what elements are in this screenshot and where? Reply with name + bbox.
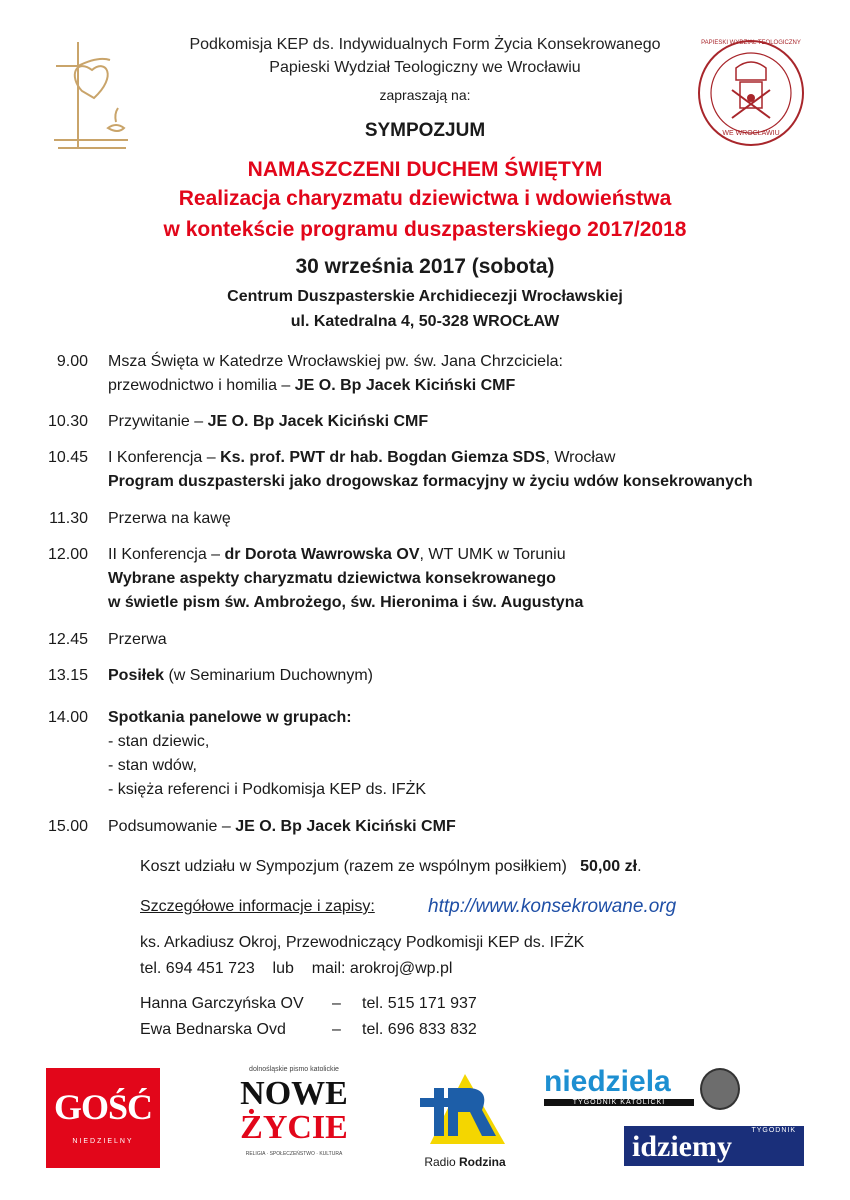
cost-dot: . — [637, 858, 642, 875]
program-time: 12.00 — [47, 546, 88, 563]
niedziela-title: niedziela — [544, 1065, 671, 1098]
nowe-tagline: dolnośląskie pismo katolickie — [249, 1066, 339, 1073]
website-link[interactable]: http://www.konsekrowane.org — [428, 896, 677, 917]
event-subtitle-2: w kontekście programu duszpasterskiego 2017/2018 — [163, 218, 687, 241]
program-text: Przerwa na kawę — [108, 510, 231, 527]
person-dash: – — [332, 1021, 341, 1038]
program-text: Przerwa — [108, 631, 167, 648]
radio-label — [410, 1155, 520, 1169]
program-speaker: dr Dorota Wawrowska OV — [224, 546, 420, 563]
gosc-subtitle: NIEDZIELNY — [72, 1138, 134, 1145]
niedziela-logo — [544, 1066, 704, 1114]
person-dash: – — [332, 995, 341, 1012]
program-time: 9.00 — [56, 353, 88, 370]
contact-name: ks. Arkadiusz Okroj, Przewodniczący Podkomisji KEP ds. IFŻK — [140, 934, 585, 951]
program-text: , Wrocław — [545, 449, 616, 466]
organizer-line-1: Podkomisja KEP ds. Indywidualnych Form Życia Konsekrowanego — [189, 36, 661, 53]
program-text: Posiłek — [108, 667, 165, 684]
program-speaker: Ks. prof. PWT dr hab. Bogdan Giemza SDS — [220, 449, 546, 466]
radio-word: Radio — [424, 1155, 456, 1169]
idziemy-title: idziemy — [632, 1130, 732, 1163]
program-time: 15.00 — [47, 818, 88, 835]
event-date: 30 września 2017 (sobota) — [295, 255, 555, 278]
program-text: przewodnictwo i homilia – — [108, 377, 295, 394]
person-tel: tel. 515 171 937 — [362, 995, 477, 1012]
idziemy-tag: TYGODNIK — [751, 1127, 796, 1134]
program-topic: Program duszpasterski jako drogowskaz formacyjny w życiu wdów konsekrowanych — [108, 473, 753, 490]
nowe-zycie-logo — [234, 1066, 354, 1170]
nowe-bottom: RELIGIA · SPOŁECZEŃSTWO · KULTURA — [245, 1151, 343, 1157]
program-text: Msza Święta w Katedrze Wrocławskiej pw. św. Jana Chrzciciela: — [108, 353, 563, 370]
program-text: Podsumowanie – — [108, 818, 236, 835]
event-title: NAMASZCZENI DUCHEM ŚWIĘTYM — [247, 158, 603, 181]
person-name: Hanna Garczyńska OV — [140, 995, 304, 1012]
program-time: 10.45 — [47, 449, 88, 466]
program-speaker: JE O. Bp Jacek Kiciński CMF — [207, 413, 429, 430]
program-time: 11.30 — [49, 510, 88, 527]
program-text: Przywitanie – — [108, 413, 208, 430]
event-subtitle-1: Realizacja charyzmatu dziewictwa i wdowieństwa — [178, 187, 672, 210]
invite-text: zapraszają na: — [379, 87, 471, 103]
venue-line-2: ul. Katedralna 4, 50-328 WROCŁAW — [290, 313, 560, 330]
program-text: , WT UMK w Toruniu — [419, 546, 566, 563]
person-tel: tel. 696 833 832 — [362, 1021, 477, 1038]
person-2 — [140, 1021, 540, 1039]
contact-or: lub — [272, 960, 294, 977]
details-label: Szczegółowe informacje i zapisy: — [140, 898, 375, 915]
gosc-niedzielny-logo — [46, 1068, 160, 1168]
program-speaker: JE O. Bp Jacek Kiciński CMF — [235, 818, 456, 835]
contact-tel: tel. 694 451 723 — [140, 960, 255, 977]
niedziela-subtitle: TYGODNIK KATOLICKI — [544, 1099, 694, 1106]
contact-mail[interactable]: mail: arokroj@wp.pl — [311, 960, 453, 977]
program-time: 14.00 — [47, 709, 88, 726]
contact-line — [140, 960, 452, 978]
event-type: SYMPOZJUM — [364, 120, 486, 141]
program-text: - stan wdów, — [108, 757, 197, 774]
nowe-line-2: ŻYCIE — [240, 1109, 348, 1146]
idziemy-logo — [624, 1126, 804, 1166]
venue-line-1: Centrum Duszpasterskie Archidiecezji Wrocławskiej — [227, 288, 623, 305]
seal-text-top: PAPIESKI WYDZIAŁ TEOLOGICZNY — [701, 40, 801, 46]
person-1 — [140, 995, 540, 1013]
program-topic: w świetle pism św. Ambrożego, św. Hieronima i św. Augustyna — [108, 594, 584, 611]
madonna-icon — [700, 1068, 740, 1110]
program-time: 12.45 — [47, 631, 88, 648]
program-time: 13.15 — [47, 667, 88, 684]
program-text: - księża referenci i Podkomisja KEP ds. IFŻK — [108, 781, 427, 798]
cost-line — [140, 858, 642, 876]
radio-rodzina-logo — [410, 1066, 520, 1170]
cost-value: 50,00 zł — [580, 858, 638, 875]
program-text: Spotkania panelowe w grupach: — [108, 709, 352, 726]
gosc-title: GOŚĆ — [53, 1087, 153, 1127]
program-text: II Konferencja – — [108, 546, 225, 563]
person-name: Ewa Bednarska Ovd — [140, 1021, 286, 1038]
cost-label: Koszt udziału w Sympozjum (razem ze wspólnym posiłkiem) — [140, 858, 567, 875]
program-speaker: JE O. Bp Jacek Kiciński CMF — [294, 377, 516, 394]
organizer-line-2: Papieski Wydział Teologiczny we Wrocławiu — [269, 59, 581, 76]
program-topic: Wybrane aspekty charyzmatu dziewictwa konsekrowanego — [108, 570, 556, 587]
program-text: (w Seminarium Duchownym) — [164, 667, 373, 684]
program-text: - stan dziewic, — [108, 733, 210, 750]
nowe-line-1: NOWE — [240, 1075, 348, 1112]
program-text: I Konferencja – — [108, 449, 221, 466]
program-time: 10.30 — [47, 413, 88, 430]
seal-text-bottom: WE WROCŁAWIU — [722, 130, 780, 137]
details-line — [140, 898, 375, 916]
radio-word-bold: Rodzina — [459, 1155, 506, 1169]
